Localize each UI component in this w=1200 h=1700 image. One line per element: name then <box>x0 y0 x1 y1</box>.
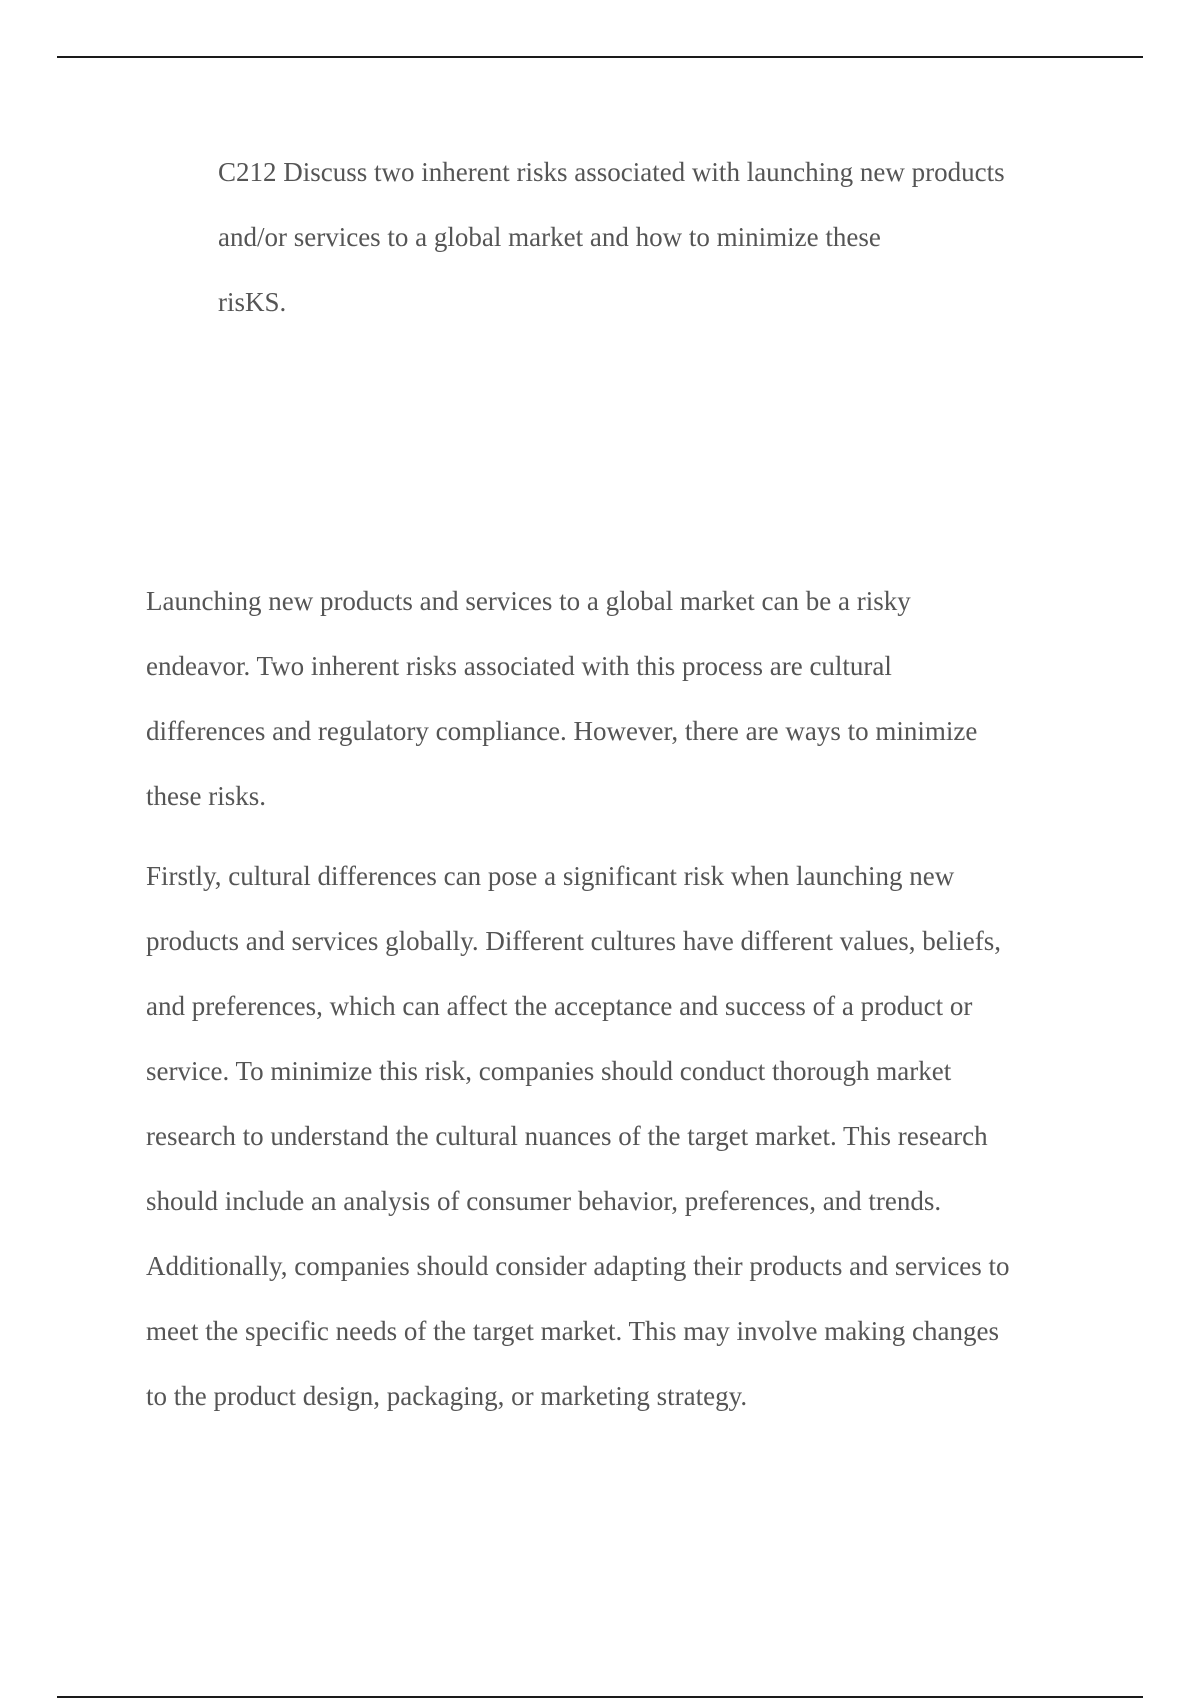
paragraph-line: Firstly, cultural differences can pose a significant risk when launching new <box>146 861 955 891</box>
paragraph-line: meet the specific needs of the target market. This may involve making changes <box>146 1316 999 1346</box>
paragraph-line: endeavor. Two inherent risks associated with this process are cultural <box>146 651 892 681</box>
heading-line: and/or services to a global market and how to minimize these <box>218 222 881 252</box>
paragraph-line: to the product design, packaging, or marketing strategy. <box>146 1381 748 1411</box>
paragraph-line: should include an analysis of consumer behavior, preferences, and trends. <box>146 1186 942 1216</box>
paragraph-intro <box>146 569 1086 829</box>
paragraph-line: Launching new products and services to a global market can be a risky <box>146 586 911 616</box>
paragraph-line: these risks. <box>146 781 266 811</box>
paragraph-line: products and services globally. Different cultures have different values, beliefs, <box>146 926 1001 956</box>
paragraph-cultural-differences <box>146 844 1086 1429</box>
header-rule <box>57 56 1143 58</box>
heading-line: C212 Discuss two inherent risks associated with launching new products <box>218 157 1005 187</box>
footer-rule <box>57 1696 1143 1698</box>
paragraph-line: research to understand the cultural nuances of the target market. This research <box>146 1121 988 1151</box>
paragraph-line: service. To minimize this risk, companies should conduct thorough market <box>146 1056 952 1086</box>
paragraph-line: differences and regulatory compliance. However, there are ways to minimize <box>146 716 978 746</box>
paragraph-line: and preferences, which can affect the acceptance and success of a product or <box>146 991 973 1021</box>
heading-line: risKS. <box>218 287 287 317</box>
paragraph-line: Additionally, companies should consider adapting their products and services to <box>146 1251 1010 1281</box>
document-heading <box>218 140 1098 335</box>
